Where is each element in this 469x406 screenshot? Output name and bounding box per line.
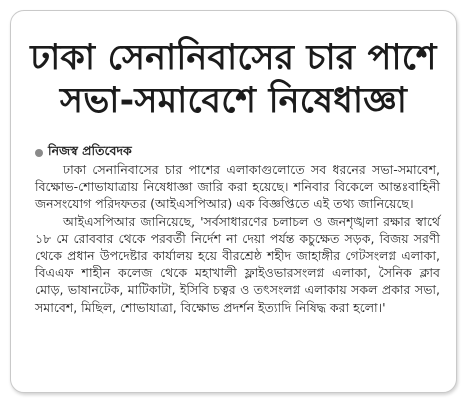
article-body xyxy=(35,161,440,316)
bullet-dot-icon xyxy=(35,149,43,157)
news-clipping xyxy=(10,10,457,393)
headline xyxy=(21,37,446,123)
byline xyxy=(35,143,132,163)
paragraph-2: আইএসপিআর জানিয়েছে, 'সর্বসাধারণের চলাচল ও জনশৃঙ্খলা রক্ষার স্বার্থে ১৮ মে রোববার থেকে পরবর্তী নির্দেশ না দেয়া পর্যন্ত কচুক্ষেত সড়ক, বিজয় সরণী থেকে প্রধান উপদেষ্টার কার্যালয় হয়ে বীরশ্রেষ্ঠ শহীদ জাহাঙ্গীর গেটসংলগ্ন এলাকা, বিএএফ শাহীন কলেজ থেকে মহাখালী ফ্লাইওভারসংলগ্ন এলাকা, সৈনিক ক্লাব মোড়, ভাষানটেক, মাটিকাটা, ইসিবি চত্বর ও তৎসংলগ্ন এলাকায় সকল প্রকার সভা, সমাবেশ, মিছিল, শোভাযাত্রা, বিক্ষোভ প্রদর্শন ইত্যাদি নিষিদ্ধ করা হলো।' xyxy=(35,213,440,315)
byline-text: নিজস্ব প্রতিবেদক xyxy=(48,143,132,158)
headline-line-2: সভা-সমাবেশে নিষেধাজ্ঞা xyxy=(59,81,408,121)
headline-line-1: ঢাকা সেনানিবাসের চার পাশে xyxy=(30,38,437,78)
paragraph-1: ঢাকা সেনানিবাসের চার পাশের এলাকাগুলোতে সব ধরনের সভা-সমাবেশ, বিক্ষোভ-শোভাযাত্রায় নিষেধাজ্ঞা জারি করা হয়েছে। শনিবার বিকেলে আন্তঃবাহিনী জনসংযোগ পরিদফতর (আইএসপিআর) এক বিজ্ঞপ্তিতে এই তথ্য জানিয়েছে। xyxy=(35,162,440,212)
